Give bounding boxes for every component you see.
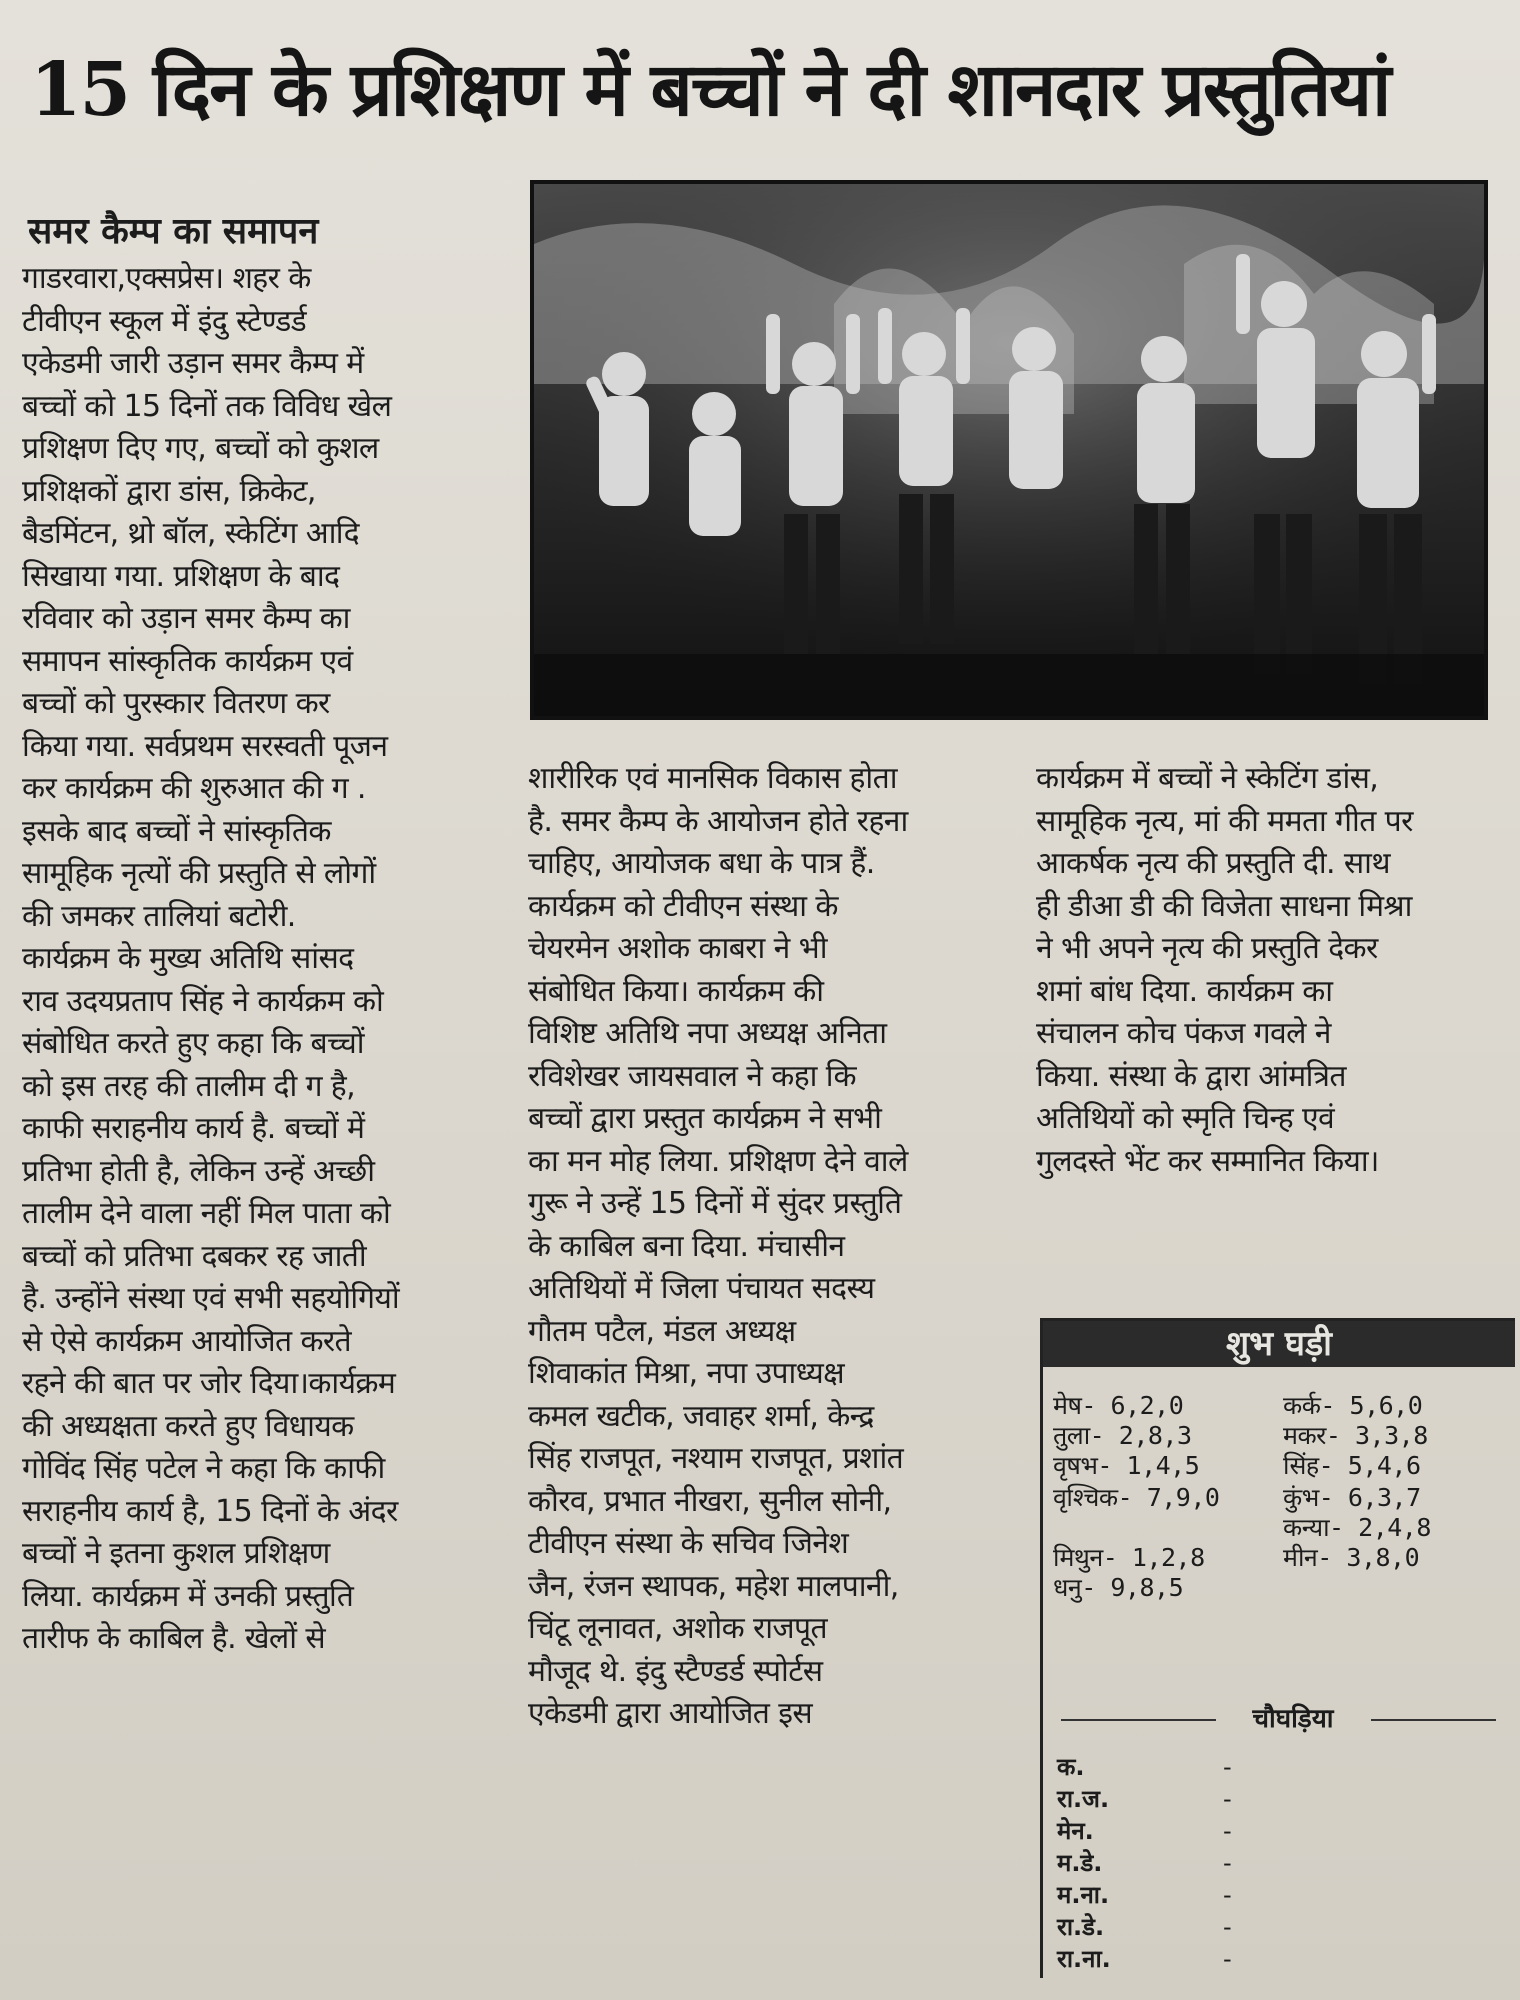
article-line: आकर्षक नृत्य की प्रस्तुति दी. साथ	[1036, 846, 1390, 881]
lucky-numbers: 9,8,5	[1110, 1573, 1184, 1602]
article-line: लिया. कार्यक्रम में उनकी प्रस्तुति	[22, 1578, 354, 1614]
zodiac-sign: कुंभ-	[1283, 1483, 1348, 1512]
choghadiya-title: चौघड़िया	[1252, 1704, 1334, 1734]
article-line: विशिष्ट अतिथि नपा अध्यक्ष अनिता	[528, 1016, 887, 1051]
zodiac-entry	[1283, 1543, 1419, 1573]
zodiac-entry	[1053, 1483, 1219, 1513]
lucky-numbers: 6,2,0	[1110, 1391, 1184, 1420]
zodiac-entry	[1283, 1421, 1428, 1451]
choghadiya-item: क.	[1057, 1753, 1085, 1781]
zodiac-entry	[1283, 1391, 1422, 1421]
article-line: ही डीआ डी की विजेता साधना मिश्रा	[1036, 888, 1412, 924]
article-line: तारीफ के काबिल है. खेलों से	[22, 1621, 326, 1656]
zodiac-sign: कर्क-	[1283, 1391, 1350, 1420]
article-line: संबोधित करते हुए कहा कि बच्चों	[22, 1026, 364, 1061]
article-line: के काबिल बना दिया. मंचासीन	[528, 1228, 845, 1264]
article-line: ने भी अपने नृत्य की प्रस्तुति देकर	[1036, 931, 1378, 966]
divider	[1371, 1719, 1496, 1721]
article-line: किया. संस्था के द्वारा आंमत्रित	[1036, 1058, 1346, 1094]
article-line: प्रशिक्षण दिए गए, बच्चों को कुशल	[22, 431, 379, 466]
article-line: गौतम पटैल, मंडल अध्यक्ष	[528, 1313, 796, 1349]
article-line: सामूहिक नृत्यों की प्रस्तुति से लोगों	[22, 856, 376, 891]
choghadiya-time: -	[1223, 1881, 1232, 1909]
article-line: है. समर कैम्प के आयोजन होते रहना	[528, 803, 908, 839]
article-line: इसके बाद बच्चों ने सांस्कृतिक	[22, 813, 331, 849]
article-line: शमां बांध दिया. कार्यक्रम का	[1036, 973, 1333, 1009]
article-line: सिंह राजपूत, नश्याम राजपूत, प्रशांत	[528, 1441, 904, 1476]
zodiac-sign: वृश्चिक-	[1053, 1483, 1147, 1512]
zodiac-sign: मिथुन-	[1053, 1543, 1132, 1572]
zodiac-sign: कन्या-	[1283, 1513, 1359, 1542]
article-line: राव उदयप्रताप सिंह ने कार्यक्रम को	[22, 983, 384, 1019]
article-line: सिखाया गया. प्रशिक्षण के बाद	[22, 558, 340, 594]
lucky-numbers: 6,3,7	[1347, 1483, 1421, 1512]
article-line: गुरू ने उन्हें 15 दिनों में सुंदर प्रस्तुति	[528, 1186, 902, 1221]
zodiac-sign: मकर-	[1283, 1421, 1355, 1450]
lucky-numbers: 2,8,3	[1118, 1421, 1192, 1450]
article-line: चेयरमेन अशोक काबरा ने भी	[528, 931, 827, 966]
article-line: चिंटू लूनावत, अशोक राजपूत	[528, 1611, 827, 1646]
lucky-numbers: 5,4,6	[1347, 1451, 1421, 1480]
article-line: सामूहिक नृत्य, मां की ममता गीत पर	[1036, 803, 1413, 839]
lucky-numbers: 3,3,8	[1354, 1421, 1428, 1450]
article-line: अतिथियों में जिला पंचायत सदस्य	[528, 1271, 875, 1306]
article-line: एकेडमी द्वारा आयोजित इस	[528, 1696, 813, 1731]
zodiac-entry	[1053, 1451, 1199, 1481]
article-line: बच्चों ने इतना कुशल प्रशिक्षण	[22, 1536, 330, 1571]
article-line: कौरव, प्रभात नीखरा, सुनील सोनी,	[528, 1483, 892, 1519]
choghadiya-item: रा.ज.	[1057, 1785, 1110, 1813]
zodiac-entry	[1053, 1421, 1192, 1451]
children-performing-photo	[534, 184, 1484, 716]
article-line: संबोधित किया। कार्यक्रम की	[528, 973, 824, 1009]
article-line: रहने की बात पर जोर दिया।कार्यक्रम	[22, 1366, 396, 1401]
article-line: टीवीएन संस्था के सचिव जिनेश	[528, 1526, 849, 1561]
zodiac-entry	[1283, 1513, 1431, 1543]
event-photo	[530, 180, 1488, 720]
article-line: कमल खटीक, जवाहर शर्मा, केन्द्र	[528, 1398, 874, 1434]
zodiac-sign: मेष-	[1053, 1391, 1111, 1420]
article-column-3	[1036, 758, 1496, 1183]
choghadiya-item: म.डे.	[1057, 1849, 1103, 1877]
article-line: रविवार को उड़ान समर कैम्प का	[22, 601, 350, 636]
zodiac-sign: तुला-	[1053, 1421, 1119, 1450]
article-line: बैडमिंटन, थ्रो बॉल, स्केटिंग आदि	[22, 516, 359, 551]
headline: 15 दिन के प्रशिक्षण में बच्चों ने दी शानदार प्रस्तुतियां	[30, 47, 1390, 133]
article-line: से ऐसे कार्यक्रम आयोजित करते	[22, 1323, 352, 1359]
choghadiya-item: मेन.	[1057, 1817, 1094, 1845]
article-line: सराहनीय कार्य है, 15 दिनों के अंदर	[22, 1493, 398, 1529]
article-line: कार्यक्रम में बच्चों ने स्केटिंग डांस,	[1036, 761, 1379, 796]
choghadiya-time: -	[1223, 1913, 1232, 1941]
choghadiya-time: -	[1223, 1945, 1232, 1973]
choghadiya-time: -	[1223, 1753, 1232, 1781]
article-line: का मन मोह लिया. प्रशिक्षण देने वाले	[528, 1143, 908, 1179]
divider	[1061, 1719, 1216, 1721]
zodiac-entry	[1053, 1543, 1205, 1573]
zodiac-sign: मीन-	[1283, 1543, 1347, 1572]
lucky-numbers: 1,4,5	[1126, 1451, 1200, 1480]
article-line: अतिथियों को स्मृति चिन्ह एवं	[1036, 1101, 1335, 1136]
choghadiya-time: -	[1223, 1817, 1232, 1845]
article-line: किया गया. सर्वप्रथम सरस्वती पूजन	[22, 728, 388, 764]
article-line: टीवीएन स्कूल में इंदु स्टेण्डर्ड	[22, 303, 307, 339]
lucky-numbers: 2,4,8	[1358, 1513, 1431, 1542]
article-line: एकेडमी जारी उड़ान समर कैम्प में	[22, 346, 364, 381]
article-line: बच्चों को प्रतिभा दबकर रह जाती	[22, 1238, 367, 1274]
article-line: कर कार्यक्रम की शुरुआत की ग .	[22, 771, 366, 806]
article-line: को इस तरह की तालीम दी ग है,	[22, 1068, 356, 1104]
article-line: कार्यक्रम को टीवीएन संस्था के	[528, 888, 838, 924]
article-column-1	[22, 258, 484, 1661]
choghadiya-item: रा.डे.	[1057, 1913, 1105, 1941]
choghadiya-time: -	[1223, 1849, 1232, 1877]
subheading: समर कैम्प का समापन	[28, 210, 319, 252]
article-line: तालीम देने वाला नहीं मिल पाता को	[22, 1196, 391, 1231]
choghadiya-item: म.ना.	[1057, 1881, 1110, 1909]
article-line: कार्यक्रम के मुख्य अतिथि सांसद	[22, 941, 354, 976]
choghadiya-item: रा.ना.	[1057, 1945, 1111, 1973]
article-line: बच्चों को 15 दिनों तक विविध खेल	[22, 388, 392, 424]
article-line: गोविंद सिंह पटेल ने कहा कि काफी	[22, 1451, 385, 1486]
zodiac-sign: वृषभ-	[1053, 1451, 1127, 1480]
article-line: गाडरवारा,एक्सप्रेस। शहर के	[22, 261, 311, 296]
auspicious-time-title: शुभ घड़ी	[1043, 1321, 1515, 1367]
article-line: की अध्यक्षता करते हुए विधायक	[22, 1408, 354, 1444]
article-line: है. उन्होंने संस्था एवं सभी सहयोगियों	[22, 1281, 400, 1316]
article-line: प्रतिभा होती है, लेकिन उन्हें अच्छी	[22, 1153, 375, 1189]
lucky-numbers: 5,6,0	[1349, 1391, 1423, 1420]
lucky-numbers: 3,8,0	[1346, 1543, 1420, 1572]
article-line: रविशेखर जायसवाल ने कहा कि	[528, 1058, 856, 1094]
article-line: संचालन कोच पंकज गवले ने	[1036, 1016, 1331, 1051]
choghadiya-header	[1043, 1699, 1515, 1739]
article-line: समापन सांस्कृतिक कार्यक्रम एवं	[22, 643, 353, 679]
auspicious-time-box	[1040, 1318, 1515, 1978]
article-line: बच्चों द्वारा प्रस्तुत कार्यक्रम ने सभी	[528, 1101, 882, 1136]
article-line: काफी सराहनीय कार्य है. बच्चों में	[22, 1111, 365, 1146]
article-line: बच्चों को पुरस्कार वितरण कर	[22, 686, 330, 721]
lucky-numbers: 1,2,8	[1131, 1543, 1205, 1572]
article-line: शारीरिक एवं मानसिक विकास होता	[528, 761, 897, 796]
choghadiya-time: -	[1223, 1785, 1232, 1813]
zodiac-entry	[1283, 1451, 1421, 1481]
article-line: चाहिए, आयोजक बधा के पात्र हैं.	[528, 846, 875, 881]
zodiac-entry	[1283, 1483, 1421, 1513]
zodiac-entry	[1053, 1391, 1183, 1421]
article-line: गुलदस्ते भेंट कर सम्मानित किया।	[1036, 1143, 1379, 1179]
zodiac-entry	[1053, 1573, 1183, 1603]
article-line: शिवाकांत मिश्रा, नपा उपाध्यक्ष	[528, 1356, 845, 1391]
zodiac-sign: धनु-	[1053, 1573, 1111, 1602]
lucky-numbers: 7,9,0	[1146, 1483, 1220, 1512]
article-line: प्रशिक्षकों द्वारा डांस, क्रिकेट,	[22, 473, 316, 509]
zodiac-sign: सिंह-	[1283, 1451, 1348, 1480]
article-line: जैन, रंजन स्थापक, महेश मालपानी,	[528, 1568, 899, 1604]
article-line: की जमकर तालियां बटोरी.	[22, 898, 296, 934]
article-line: मौजूद थे. इंदु स्टैण्डर्ड स्पोर्टस	[528, 1653, 823, 1689]
article-column-2	[528, 758, 988, 1736]
